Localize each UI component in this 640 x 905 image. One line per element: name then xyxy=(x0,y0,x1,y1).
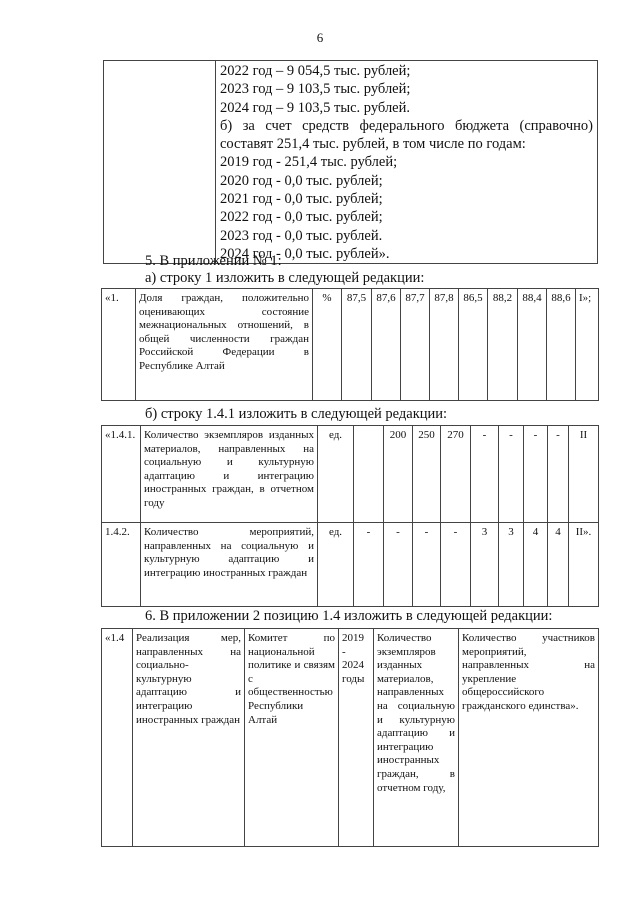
value-cell: 3 xyxy=(471,523,499,607)
type-cell: II». xyxy=(569,523,599,607)
funding-line: 2023 год - 0,0 тыс. рублей. xyxy=(220,227,383,244)
value-cell: 200 xyxy=(384,426,413,523)
section6-heading: 6. В приложении 2 позицию 1.4 изложить в следующей редакции: xyxy=(145,608,553,624)
value-cell: 87,7 xyxy=(401,289,430,401)
value-cell: - xyxy=(384,523,413,607)
type-cell: II xyxy=(569,426,599,523)
unit: ед. xyxy=(318,523,354,607)
table-row xyxy=(102,426,599,523)
value-cell: 87,5 xyxy=(342,289,372,401)
value-cell: 250 xyxy=(413,426,441,523)
value-cell: 88,4 xyxy=(518,289,547,401)
page-number: 6 xyxy=(316,30,324,45)
table-row xyxy=(102,289,599,401)
value-cell: 270 xyxy=(441,426,471,523)
funding-line: составят 251,4 тыс. рублей, в том числе по годам: xyxy=(220,136,526,153)
value-cell: 4 xyxy=(524,523,548,607)
row-number: 1.4.2. xyxy=(102,523,141,607)
table-row xyxy=(102,523,599,607)
indicator-row1-table xyxy=(101,288,599,401)
indicator-name: Количество мероприятий, направленных на социальную и культурную адаптацию и интеграцию иностранных граждан xyxy=(141,523,318,607)
value-cell: 4 xyxy=(548,523,569,607)
executor: Комитет по национальной политике и связям с общественностью Республики Алтай xyxy=(245,629,339,847)
measure-14-table xyxy=(101,628,599,847)
funding-line: 2023 год – 9 103,5 тыс. рублей; xyxy=(220,81,411,98)
unit: % xyxy=(313,289,342,401)
funding-line: 2024 год – 9 103,5 тыс. рублей. xyxy=(220,99,411,116)
funding-table-text-cell xyxy=(216,61,598,264)
value-cell: 86,5 xyxy=(459,289,488,401)
value-cell: - xyxy=(413,523,441,607)
row-number: «1.4 xyxy=(102,629,133,847)
value-cell: - xyxy=(471,426,499,523)
row-number: «1.4.1. xyxy=(102,426,141,523)
funding-line: 2020 год - 0,0 тыс. рублей; xyxy=(220,172,383,189)
value-cell: 87,8 xyxy=(430,289,459,401)
value-cell: 87,6 xyxy=(372,289,401,401)
value-cell: - xyxy=(354,523,384,607)
type-cell: I»; xyxy=(576,289,599,401)
result: Количество участников мероприятий, направленных на укрепление общероссийского гражданского единства». xyxy=(459,629,599,847)
value-cell: - xyxy=(441,523,471,607)
unit: ед. xyxy=(318,426,354,523)
value-cell: 88,6 xyxy=(547,289,576,401)
row-number: «1. xyxy=(102,289,136,401)
funding-line: 2021 год - 0,0 тыс. рублей; xyxy=(220,191,383,208)
value-cell xyxy=(354,426,384,523)
indicator-name: Количество экземпляров изданных материалов, направленных на социальную и культурную адаптацию и интеграцию иностранных граждан, в отчетном году xyxy=(141,426,318,523)
indicator-14-table xyxy=(101,425,599,607)
funding-line: 2022 год – 9 054,5 тыс. рублей; xyxy=(220,63,411,79)
period: 2019 - 2024 годы xyxy=(339,629,374,847)
indicator: Количество экземпляров изданных материалов, направленных на социальную и культурную адаптацию и интеграцию иностранных граждан, в отчетном году, xyxy=(374,629,459,847)
section5-sub-a: а) строку 1 изложить в следующей редакции: xyxy=(145,270,425,286)
funding-line: 2024 год - 0,0 тыс. рублей». xyxy=(220,245,390,262)
table-row xyxy=(102,629,599,847)
value-cell: - xyxy=(524,426,548,523)
value-cell: 88,2 xyxy=(488,289,518,401)
funding-line: б) за счет средств федерального бюджета (справочно) xyxy=(220,117,593,134)
section5-heading: 5. В приложении № 1: xyxy=(145,253,282,269)
funding-line: 2019 год - 251,4 тыс. рублей; xyxy=(220,154,398,171)
value-cell: - xyxy=(499,426,524,523)
value-cell: - xyxy=(548,426,569,523)
funding-line: 2022 год - 0,0 тыс. рублей; xyxy=(220,209,383,226)
value-cell: 3 xyxy=(499,523,524,607)
measure-name: Реализация мер, направленных на социально-культурную адаптацию и интеграцию иностранных граждан xyxy=(133,629,245,847)
funding-table-empty-cell xyxy=(104,61,216,264)
indicator-name: Доля граждан, положительно оценивающих состояние межнациональных отношений, в общей численности граждан Российской Федерации в Республике Алтай xyxy=(136,289,313,401)
section5-sub-b: б) строку 1.4.1 изложить в следующей редакции: xyxy=(145,406,448,422)
funding-table xyxy=(103,60,598,264)
